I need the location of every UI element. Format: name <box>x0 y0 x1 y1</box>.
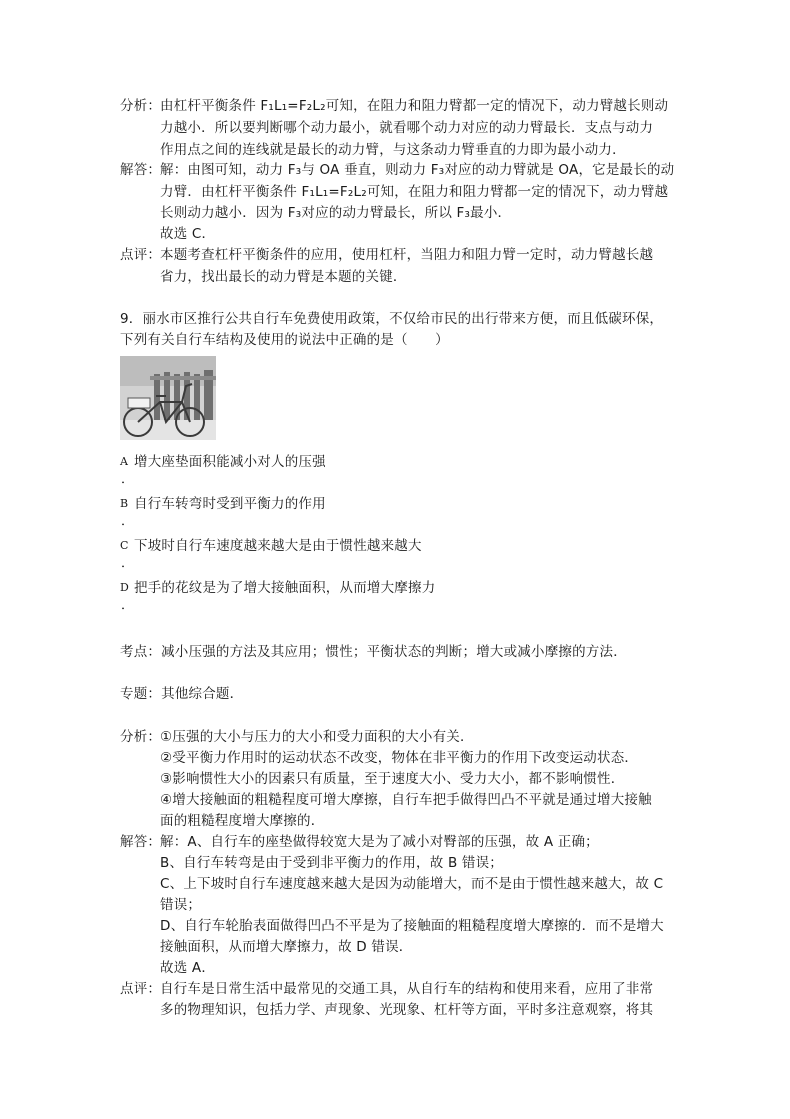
answer-line: 解：由图可知，动力 F₃与 OA 垂直，则动力 F₃对应的动力臂就是 OA，它是最长的动 <box>160 162 675 178</box>
answer-line: B、自行车转弯是由于受到非平衡力的作用，故 B 错误； <box>160 855 504 871</box>
question-stem: 9．丽水市区推行公共自行车免费使用政策，不仅给市民的出行带来方便，而且低碳环保， <box>120 311 664 327</box>
option-b-letter: B <box>120 497 129 510</box>
option-c-letter: C <box>120 539 129 552</box>
option-b-text: 自行车转弯时受到平衡力的作用 <box>134 496 326 512</box>
option-c-text: 下坡时自行车速度越来越大是由于惯性越来越大 <box>134 538 422 554</box>
answer-line: 错误； <box>160 897 202 913</box>
option-c-dot: ． <box>121 556 135 571</box>
question-stem: 下列有关自行车结构及使用的说法中正确的是（ ） <box>120 332 449 348</box>
comment-line: 省力，找出最长的动力臂是本题的关键． <box>160 269 407 285</box>
analysis-line: ①压强的大小与压力的大小和受力面积的大小有关． <box>160 729 474 745</box>
answer-line: 长则动力越小．因为 F₃对应的动力臂最长，所以 F₃最小． <box>160 205 512 221</box>
comment-label: 点评： <box>120 247 162 263</box>
analysis-line: ②受平衡力作用时的运动状态不改变，物体在非平衡力的作用下改变运动状态． <box>160 750 639 766</box>
bicycle-photo <box>120 356 216 440</box>
option-a-letter: A <box>120 455 128 468</box>
answer-conclusion: 故选 C． <box>160 226 216 242</box>
analysis-label: 分析： <box>120 98 162 114</box>
comment-line: 多的物理知识，包括力学、声现象、光现象、杠杆等方面，平时多注意观察，将其 <box>160 1002 654 1018</box>
analysis-line: 力越小．所以要判断哪个动力最小，就看哪个动力对应的动力臂最长．支点与动力 <box>160 120 654 136</box>
option-d-text: 把手的花纹是为了增大接触面积，从而增大摩擦力 <box>134 580 436 596</box>
option-d-letter: D <box>120 581 129 594</box>
answer-label: 解答： <box>120 834 162 850</box>
answer-line: 解：A、自行车的座垫做得较宽大是为了减小对臀部的压强，故 A 正确； <box>160 834 599 850</box>
analysis-line: 面的粗糙程度增大摩擦的． <box>160 813 325 829</box>
answer-line: 力臂．由杠杆平衡条件 F₁L₁=F₂L₂可知，在阻力和阻力臂都一定的情况下，动力臂越 <box>160 184 669 200</box>
analysis-line: ③影响惯性大小的因素只有质量，至于速度大小、受力大小，都不影响惯性． <box>160 771 625 787</box>
kaodian-line: 考点：减小压强的方法及其应用；惯性；平衡状态的判断；增大或减小摩擦的方法． <box>120 644 627 660</box>
answer-line: 接触面积，从而增大摩擦力，故 D 错误． <box>160 939 413 955</box>
analysis-line: 作用点之间的连线就是最长的动力臂，与这条动力臂垂直的力即为最小动力． <box>160 142 626 158</box>
comment-line: 本题考查杠杆平衡条件的应用，使用杠杆，当阻力和阻力臂一定时，动力臂越长越 <box>160 247 654 263</box>
option-d-dot: ． <box>121 598 135 613</box>
comment-line: 自行车是日常生活中最常见的交通工具，从自行车的结构和使用来看，应用了非常 <box>160 981 654 997</box>
answer-conclusion: 故选 A． <box>160 960 216 976</box>
comment-label: 点评： <box>120 981 162 997</box>
analysis-line: 由杠杆平衡条件 F₁L₁=F₂L₂可知，在阻力和阻力臂都一定的情况下，动力臂越长则动 <box>160 98 669 114</box>
analysis-label: 分析： <box>120 729 162 745</box>
option-a-text: 增大座垫面积能减小对人的压强 <box>134 454 326 470</box>
answer-line: C、上下坡时自行车速度越来越大是因为动能增大，而不是由于惯性越来越大，故 C <box>160 876 664 892</box>
option-b-dot: ． <box>121 514 135 529</box>
zhuanti-line: 专题：其他综合题． <box>120 686 244 702</box>
option-a-dot: ． <box>121 472 135 487</box>
analysis-line: ④增大接触面的粗糙程度可增大摩擦，自行车把手做得凹凸不平就是通过增大接触 <box>160 792 652 808</box>
answer-line: D、自行车轮胎表面做得凹凸不平是为了接触面的粗糙程度增大摩擦的．而不是增大 <box>160 918 664 934</box>
answer-label: 解答： <box>120 162 162 178</box>
